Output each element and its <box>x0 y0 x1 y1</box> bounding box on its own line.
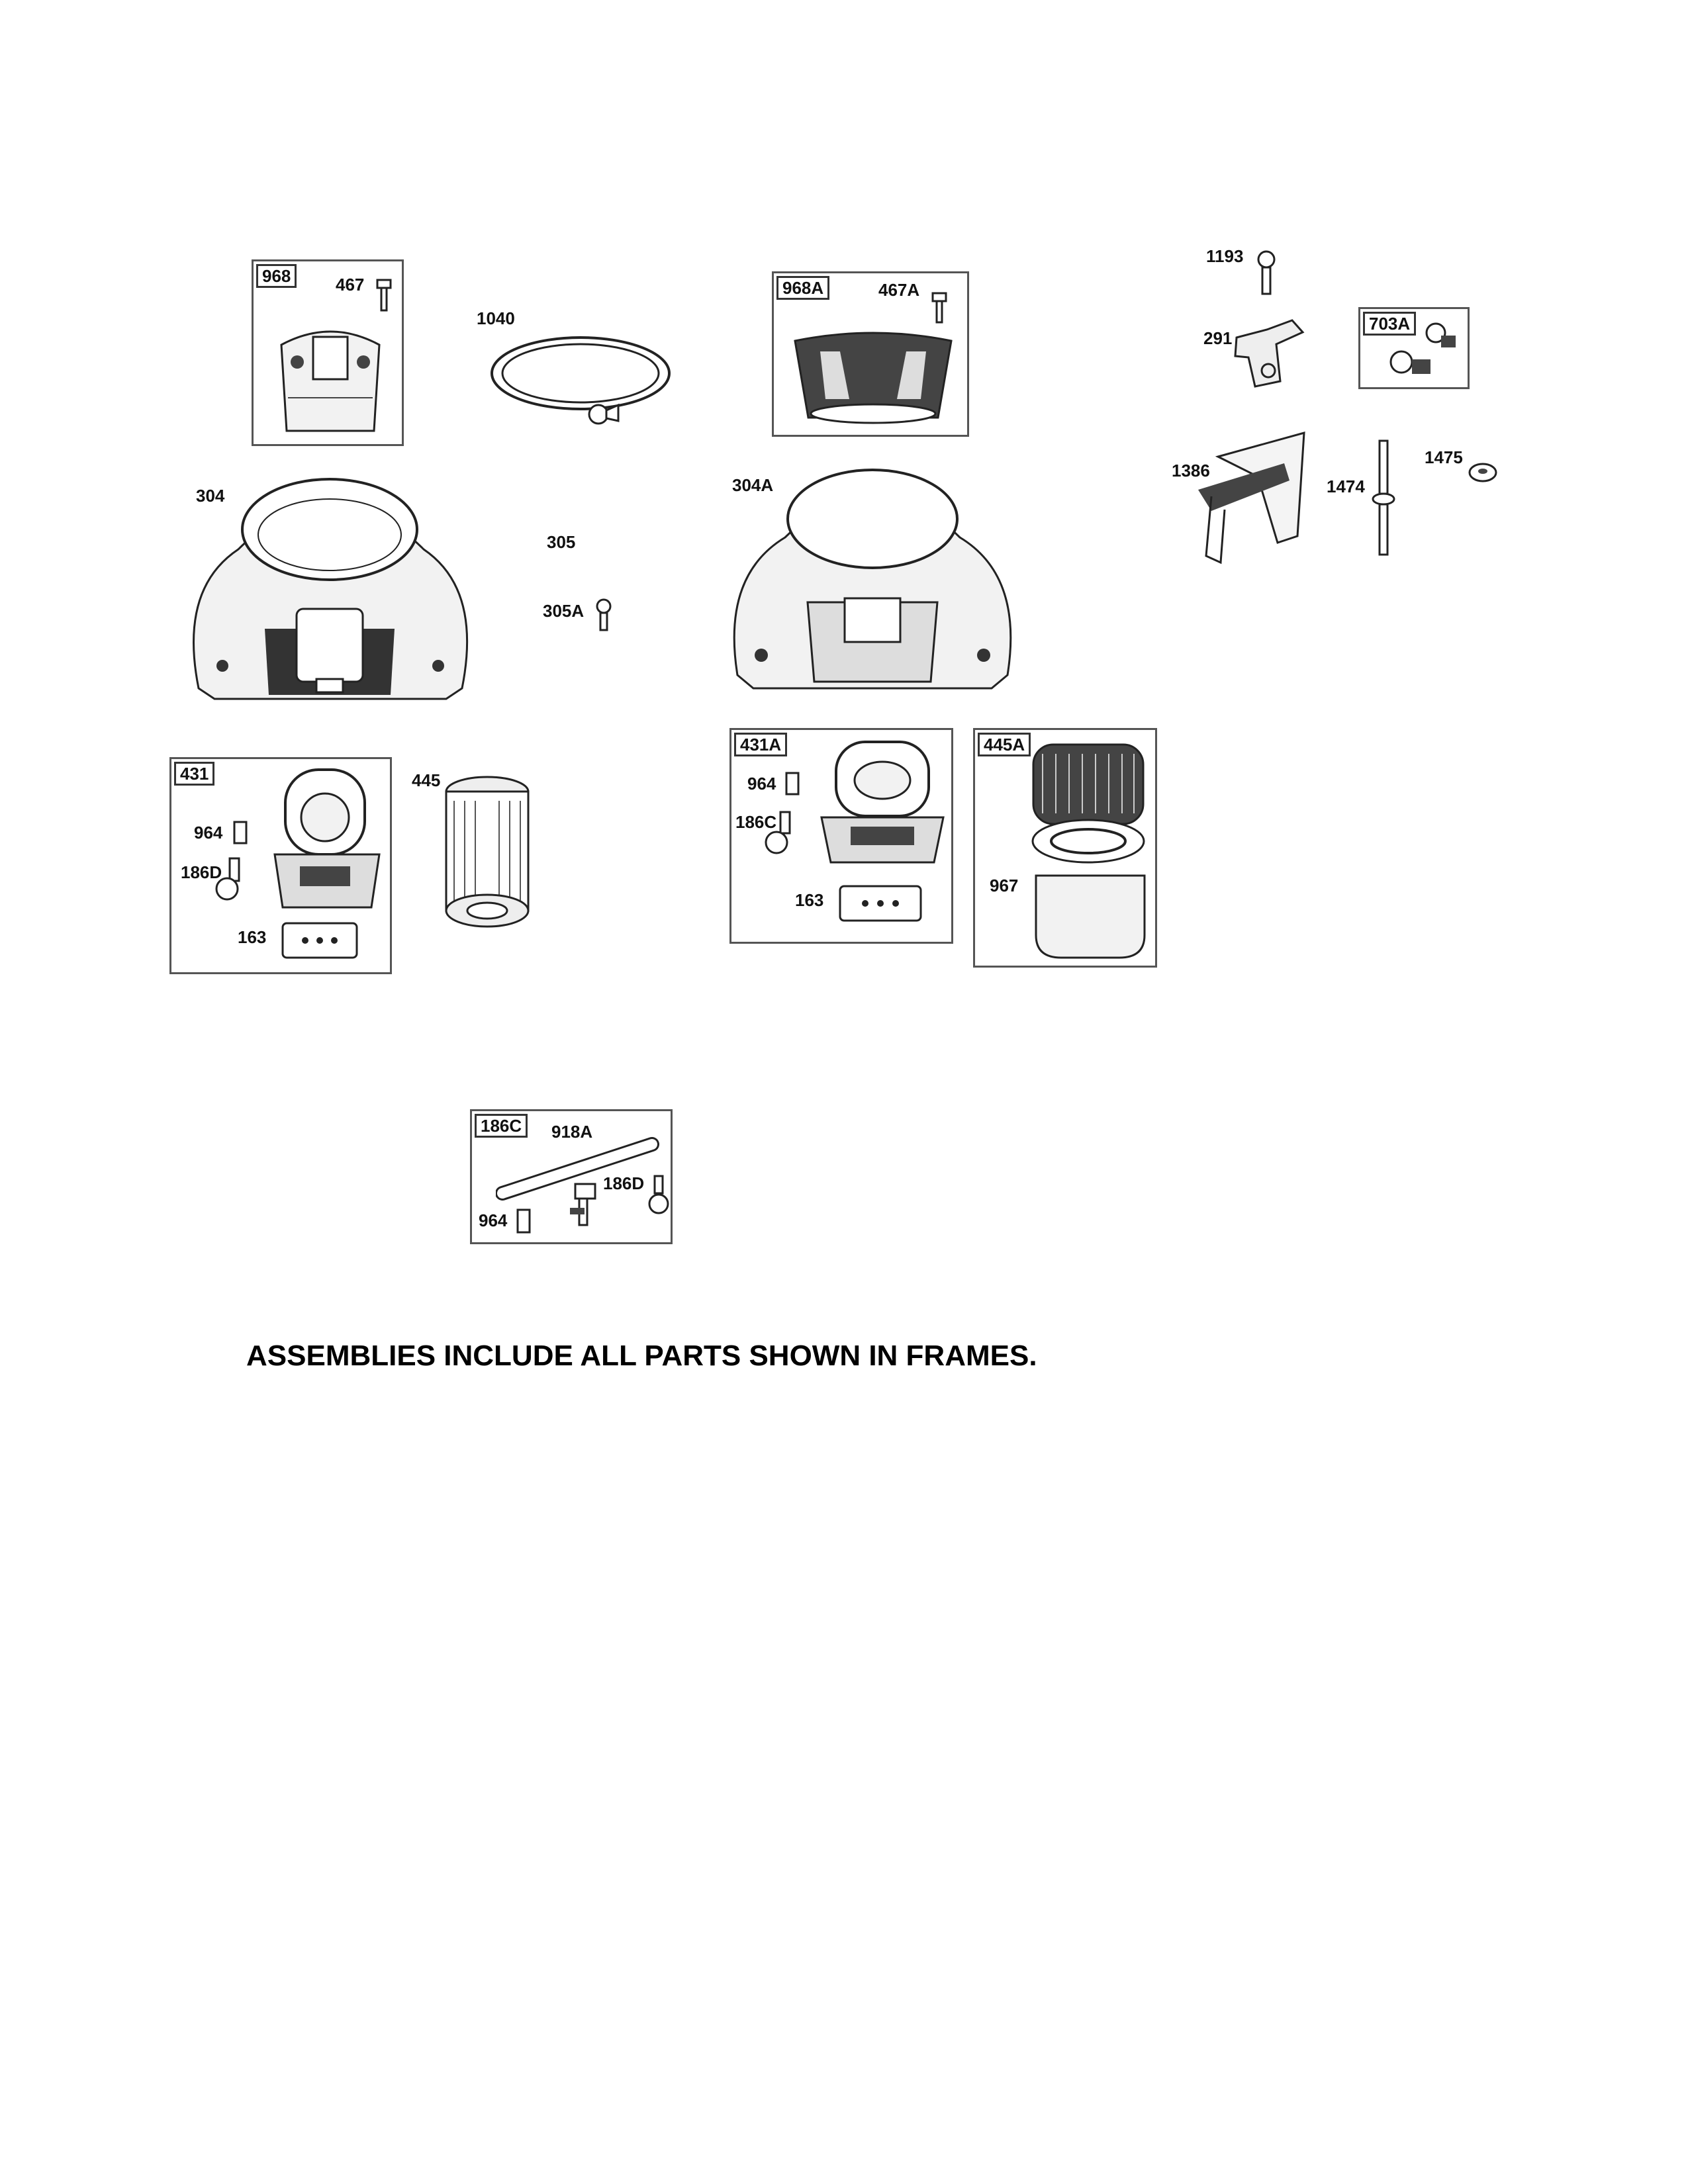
part-label: 291 <box>1203 328 1233 348</box>
bracket-icon <box>1229 318 1308 392</box>
screw-icon <box>930 292 949 325</box>
part-label: 186D <box>603 1173 645 1193</box>
frame-tag: 431A <box>734 733 787 756</box>
air-cleaner-base-icon <box>818 739 947 865</box>
blower-housing-icon <box>722 457 1023 702</box>
frame-tag: 445A <box>978 733 1031 756</box>
part-label: 186D <box>181 862 222 882</box>
part-label: 163 <box>238 927 267 947</box>
assembly-frame-186C <box>470 1109 673 1244</box>
part-label: 304 <box>196 486 225 506</box>
clip-icon <box>1380 320 1464 386</box>
frame-tag: 431 <box>174 762 214 786</box>
air-filter-cartridge-icon <box>441 774 534 936</box>
part-label: 1386 <box>1172 461 1210 480</box>
part-label: 467 <box>336 275 365 295</box>
air-cleaner-base-icon <box>271 767 383 909</box>
part-label: 467A <box>878 280 920 300</box>
screw-icon <box>586 400 620 429</box>
part-label: 445 <box>412 770 441 790</box>
seal-icon <box>784 771 800 796</box>
gasket-icon <box>280 921 359 960</box>
part-label: 1474 <box>1327 477 1365 496</box>
shield-bracket-icon <box>1178 424 1311 569</box>
part-label: 967 <box>990 876 1019 895</box>
blower-housing-icon <box>179 463 482 717</box>
assembly-frame-445A <box>973 728 1157 968</box>
blower-cover-icon <box>275 318 386 437</box>
part-label: 305 <box>547 532 576 552</box>
part-label: 305A <box>543 601 585 621</box>
frame-tag: 968A <box>776 276 829 300</box>
assembly-frame-968 <box>252 259 404 446</box>
frame-tag: 968 <box>256 264 297 288</box>
part-label: 186C <box>735 812 777 832</box>
fitting-icon <box>758 809 804 857</box>
gasket-icon <box>837 884 923 923</box>
part-label: 918A <box>551 1122 593 1142</box>
screw-icon <box>594 598 613 633</box>
assembly-frame-703A <box>1358 307 1470 389</box>
blower-cover-icon <box>788 325 958 431</box>
nut-icon <box>1467 458 1499 484</box>
frame-tag: 703A <box>1363 312 1416 336</box>
part-label: 1475 <box>1425 447 1463 467</box>
assembly-frame-968A <box>772 271 969 437</box>
part-label: 1040 <box>477 308 515 328</box>
part-label: 964 <box>747 774 776 794</box>
assembly-note: ASSEMBLIES INCLUDE ALL PARTS SHOWN IN FRAMES. <box>246 1340 1037 1372</box>
air-filter-element-icon <box>1029 741 1147 866</box>
part-label: 163 <box>795 890 824 910</box>
assembly-frame-431 <box>169 757 392 974</box>
gasket-ring-icon <box>489 334 673 413</box>
part-label: 964 <box>194 823 223 842</box>
elbow-fitting-icon <box>555 1181 602 1230</box>
assembly-frame-431A <box>729 728 953 944</box>
seal-icon <box>516 1208 532 1234</box>
pre-cleaner-icon <box>1032 869 1149 962</box>
fitting-icon <box>647 1175 671 1221</box>
seal-icon <box>232 820 248 845</box>
part-label: 1193 <box>1206 246 1244 266</box>
screw-icon <box>374 279 394 313</box>
pin-icon <box>1370 438 1397 564</box>
fitting-icon <box>212 857 246 903</box>
part-label: 964 <box>479 1210 508 1230</box>
bolt-icon <box>1255 250 1278 296</box>
part-label: 304A <box>732 475 774 495</box>
frame-tag: 186C <box>475 1114 528 1138</box>
